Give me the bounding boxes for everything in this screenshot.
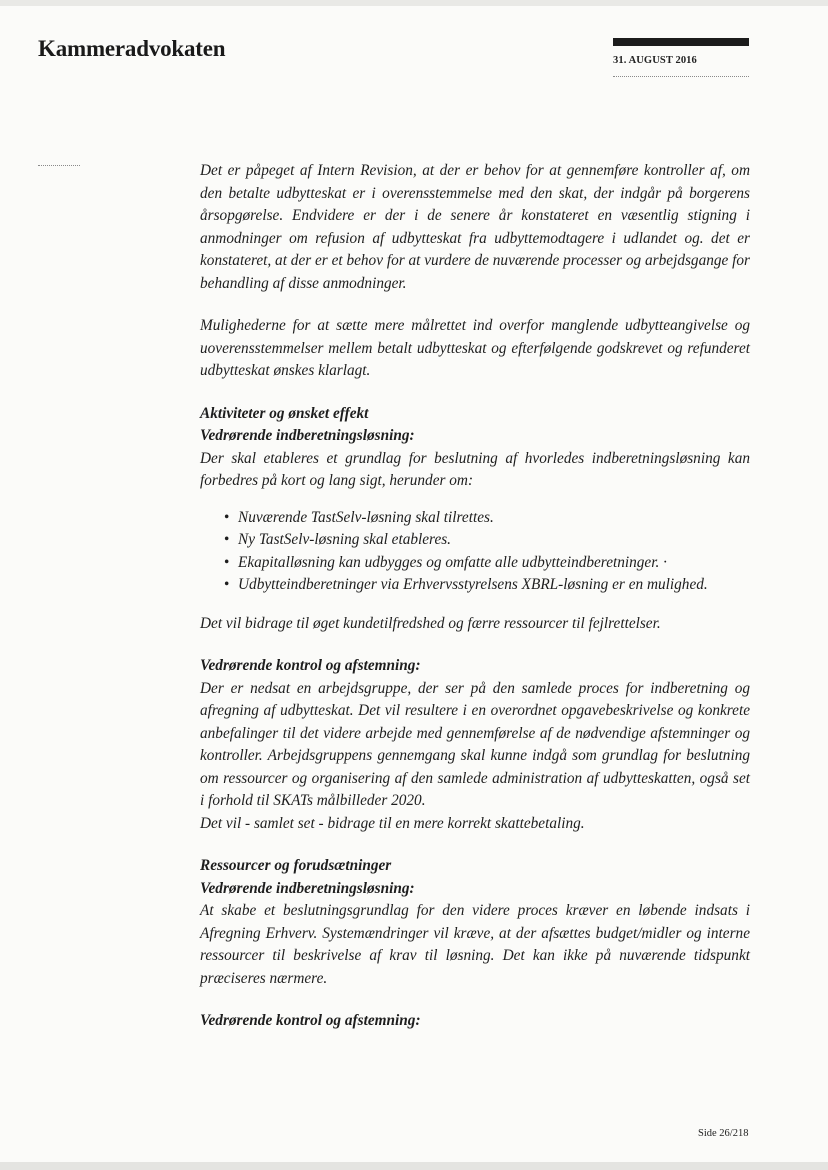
heading-kontrol-2: Vedrørende kontrol og afstemning: [200, 1012, 421, 1029]
paragraph-grundlag: Der skal etableres et grundlag for beslutning af hvorledes indberetningsløsning kan forbedres på kort og lang sigt, herunder om: [200, 449, 750, 489]
heading-indberetning: Vedrørende indberetningsløsning: [200, 427, 415, 444]
page-number: Side 26/218 [698, 1128, 749, 1139]
paragraph-beslutningsgrundlag: At skabe et beslutningsgrundlag for den videre proces kræver en løbende indsats i Afregning Erhverv. Systemændringer vil kræve, at der afsættes budget/midler og interne ressourcer til beskrivelse af krav til løsning. Det kan ikke på nuværende tidspunkt præciseres nærmere. [200, 902, 750, 987]
header-title: Kammeradvokaten [38, 36, 226, 61]
heading-indberetning-2: Vedrørende indberetningsløsning: [200, 879, 415, 897]
list-item: • Ny TastSelv-løsning skal etableres. [238, 529, 750, 552]
margin-mark [38, 165, 80, 166]
header-rule [613, 76, 749, 77]
paragraph-muligheder: Mulighederne for at sætte mere målrettet ind overfor manglende udbytteangivelse og uoverensstemmelser mellem betalt udbytteskat og efterfølgende godskrevet og refunderet udbytteskat ønskes klarlagt. [200, 317, 750, 379]
header-bar [613, 38, 749, 46]
paragraph-intern-revision: Det er påpeget af Intern Revision, at der er behov for at gennemføre kontroller af, om den betalte udbytteskat er i overensstemmelse med den skat, der indgår på borgerens årsopgørelse. Endvidere er der i de senere år konstateret en væsentlig stigning i anmodninger om refusion af udbytteskat fra udbyttemodtagere i udlandet og. det er konstateret, at der er et behov for at vurdere de nuværende processer og arbejdsgange for behandling af disse anmodninger. [200, 162, 750, 292]
list-item: • Ekapitalløsning kan udbygges og omfatte alle udbytteindberetninger. · [238, 552, 750, 575]
header-date: 31. AUGUST 2016 [613, 55, 697, 66]
paragraph-skattebetaling: Det vil - samlet set - bidrage til en mere korrekt skattebetaling. [200, 814, 585, 832]
heading-kontrol: Vedrørende kontrol og afstemning: [200, 657, 421, 674]
heading-aktiviteter: Aktiviteter og ønsket effekt [200, 404, 369, 422]
document-body [200, 160, 750, 1033]
heading-ressourcer: Ressourcer og forudsætninger [200, 857, 392, 874]
paragraph-arbejdsgruppe: Der er nedsat en arbejdsgruppe, der ser på den samlede proces for indberetning og afregning af udbytteskat. Det vil resultere i en overordnet opgavebeskrivelse og konkrete anbefalinger til det videre arbejde med gennemførelse af de nødvendige afstemninger og kontroller. Arbejdsgruppens gennemgang skal kunne indgå som grundlag for beslutning om ressourcer og organisering af den samlede administration af udbytteskatten, også set i forhold til SKATs målbilleder 2020. [200, 679, 750, 809]
list-item: • Nuværende TastSelv-løsning skal tilrettes. [238, 507, 750, 530]
bullet-list [200, 507, 750, 597]
paragraph-kundetilfredshed: Det vil bidrage til øget kundetilfredshed og færre ressourcer til fejlrettelser. [200, 614, 661, 632]
list-item: • Udbytteindberetninger via Erhvervsstyrelsens XBRL-løsning er en mulighed. [238, 574, 750, 597]
